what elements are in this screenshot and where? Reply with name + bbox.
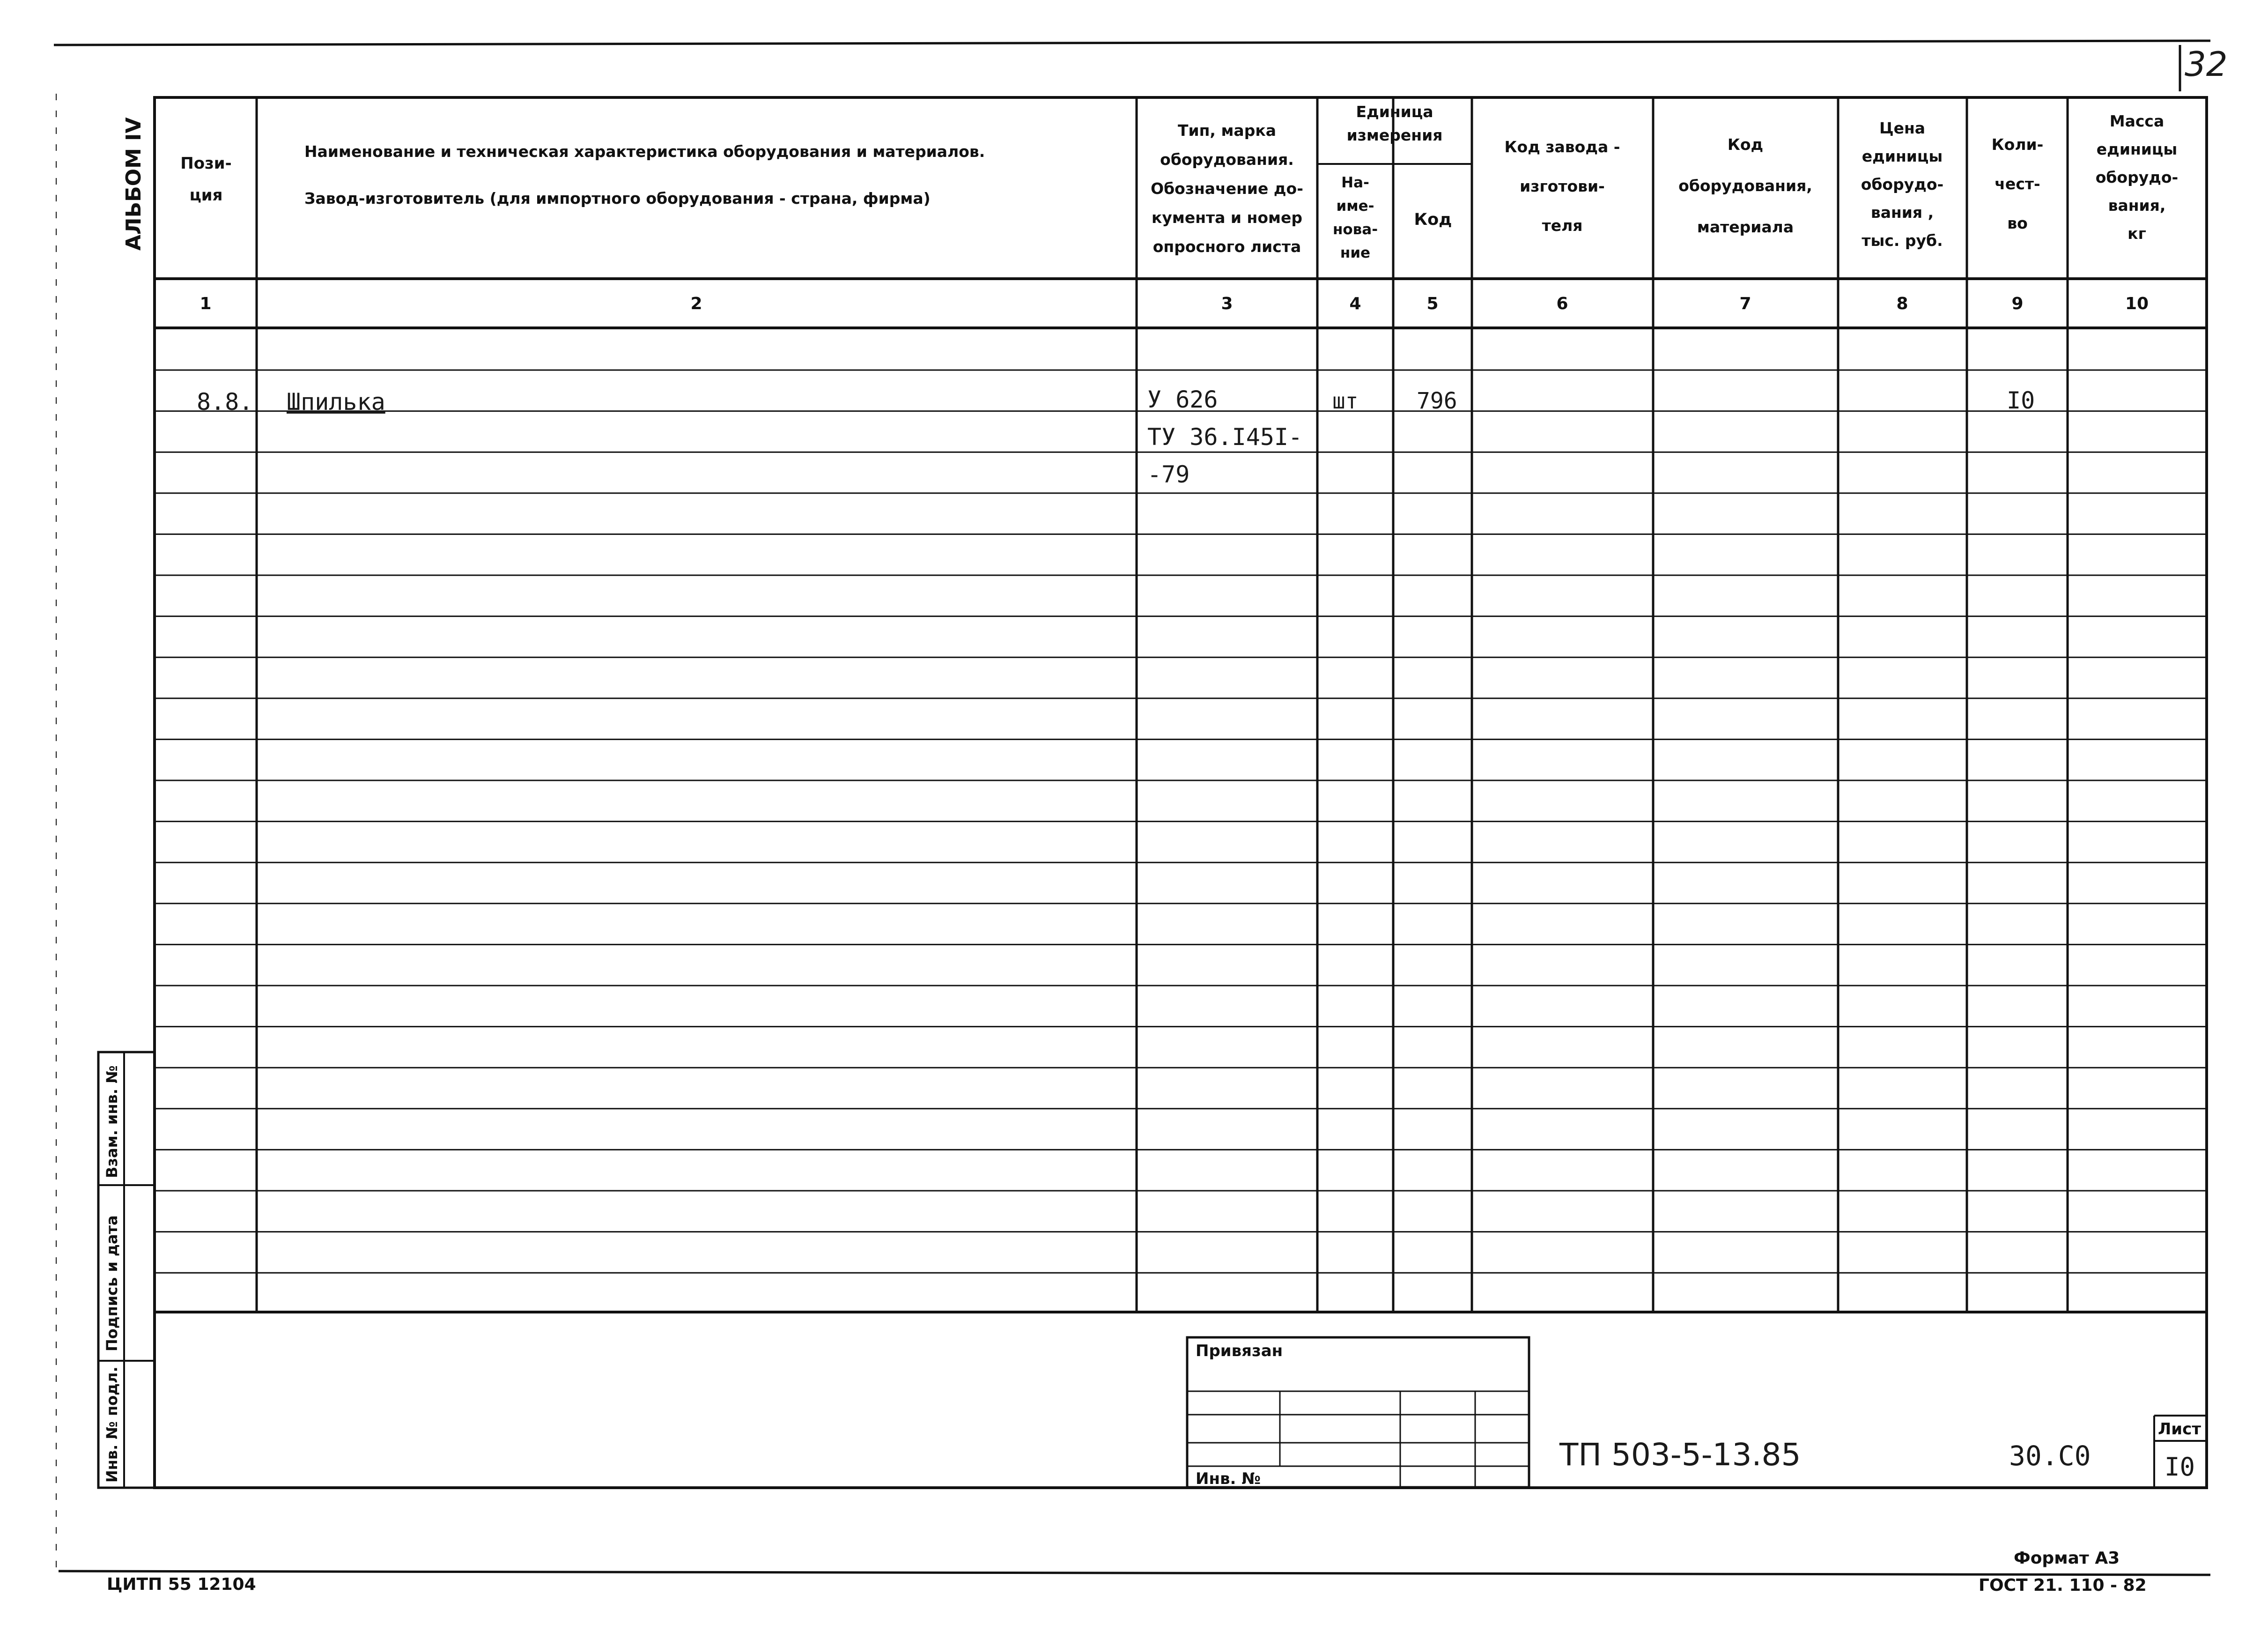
column-number-2: 2 [690,294,702,313]
header-col6-line-1: Код завода - [1504,138,1620,156]
column-number-8: 8 [1896,294,1908,313]
sheet-corner-number: 32 [2185,45,2228,84]
header-col8-line-2: единицы [1862,147,1943,165]
header-col3-line-2: оборудования. [1160,150,1294,169]
header-col4-line-1: На- [1341,174,1369,191]
header-col9-line-1: Коли- [1991,135,2044,154]
header-col3-line-1: Тип, марка [1178,121,1276,140]
header-col5-line-1: Код [1414,210,1452,229]
privyazan-label: Привязан [1196,1342,1283,1360]
header-col3-line-4: кумента и номер [1151,208,1303,227]
sheet-label: Лист [2158,1420,2201,1439]
header-col10-line-4: вания, [2108,196,2166,215]
header-unit_group-line-1: Единица [1356,103,1433,121]
header-col3-line-5: опросного листа [1152,237,1301,256]
header-col1-line-1: Пози- [180,154,232,173]
header-col8-line-5: тыс. руб. [1862,231,1943,250]
header-col6-line-3: теля [1542,216,1583,235]
column-number-1: 1 [199,294,212,313]
entry-unit-code: 796 [1417,388,1457,414]
inv-no-label: Инв. № [1196,1469,1261,1488]
footer-left-code: ЦИТП 55 12104 [107,1575,256,1594]
column-number-5: 5 [1426,294,1439,313]
header-col4-line-2: име- [1336,198,1374,215]
column-number-7: 7 [1739,294,1751,313]
entry-position: 8.8. [197,388,253,415]
entry-type-line-3: -79 [1147,461,1190,488]
entry-row [197,386,2035,488]
header-col10-line-5: кг [2128,224,2146,243]
header-col8-line-3: оборудо- [1861,175,1944,193]
header-col1-line-2: ция [189,186,223,205]
entry-unit-name: шт [1332,388,1359,414]
footer-gost: ГОСТ 21. 110 - 82 [1979,1576,2147,1595]
header-col3-line-3: Обозначение до- [1151,179,1303,198]
header-col8-line-1: Цена [1879,119,1926,137]
top-border-line [54,41,2210,45]
header-col2-line-1: Наименование и техническая характеристика оборудования и материалов. [304,142,985,161]
header-col8-line-4: вания , [1870,203,1934,222]
header-col2-line-2: Завод-изготовитель (для импортного оборудования - страна, фирма) [304,189,931,208]
header-col6-line-2: изготови- [1520,177,1605,195]
column-number-10: 10 [2125,294,2149,313]
column-number-3: 3 [1221,294,1233,313]
column-number-9: 9 [2011,294,2024,313]
header-col7-line-1: Код [1727,135,1764,154]
header-col10-line-3: оборудо- [2095,168,2179,186]
side-field-replacement: Взам. инв. № [103,1065,121,1178]
entry-name: Шпилька [287,388,385,415]
entry-type-line-2: ТУ 36.I45I- [1147,423,1303,451]
side-field-original-inv: Инв. № подл. [103,1366,121,1483]
title-block-frame [155,1312,2207,1488]
section-code: 30.С0 [2009,1440,2091,1472]
header-col9-line-3: во [2007,214,2028,232]
header-unit_group-line-2: измерения [1346,126,1443,144]
footer-format: Формат А3 [2014,1549,2120,1568]
sheet-number: I0 [2165,1452,2195,1482]
header-col4-line-4: ние [1340,245,1371,261]
title-block [155,1312,2207,1488]
entry-type-line-1: У 626 [1147,386,1218,413]
header-col4-line-3: нова- [1332,221,1378,238]
spec-table [155,97,2207,1312]
bottom-border-line [59,1571,2210,1575]
header-col10-line-2: единицы [2096,140,2178,158]
column-number-4: 4 [1349,294,1361,313]
column-number-6: 6 [1556,294,1568,313]
project-designation: ТП 503-5-13.85 [1559,1437,1801,1473]
header-col7-line-2: оборудования, [1678,177,1812,195]
header-col9-line-2: чест- [1995,175,2040,193]
header-col10-line-1: Масса [2109,112,2165,130]
album-label: АЛЬБОМ IV [122,117,146,251]
entry-quantity: I0 [2007,387,2035,414]
header-col7-line-3: материала [1697,218,1794,236]
side-field-signature-date: Подпись и дата [103,1215,121,1351]
